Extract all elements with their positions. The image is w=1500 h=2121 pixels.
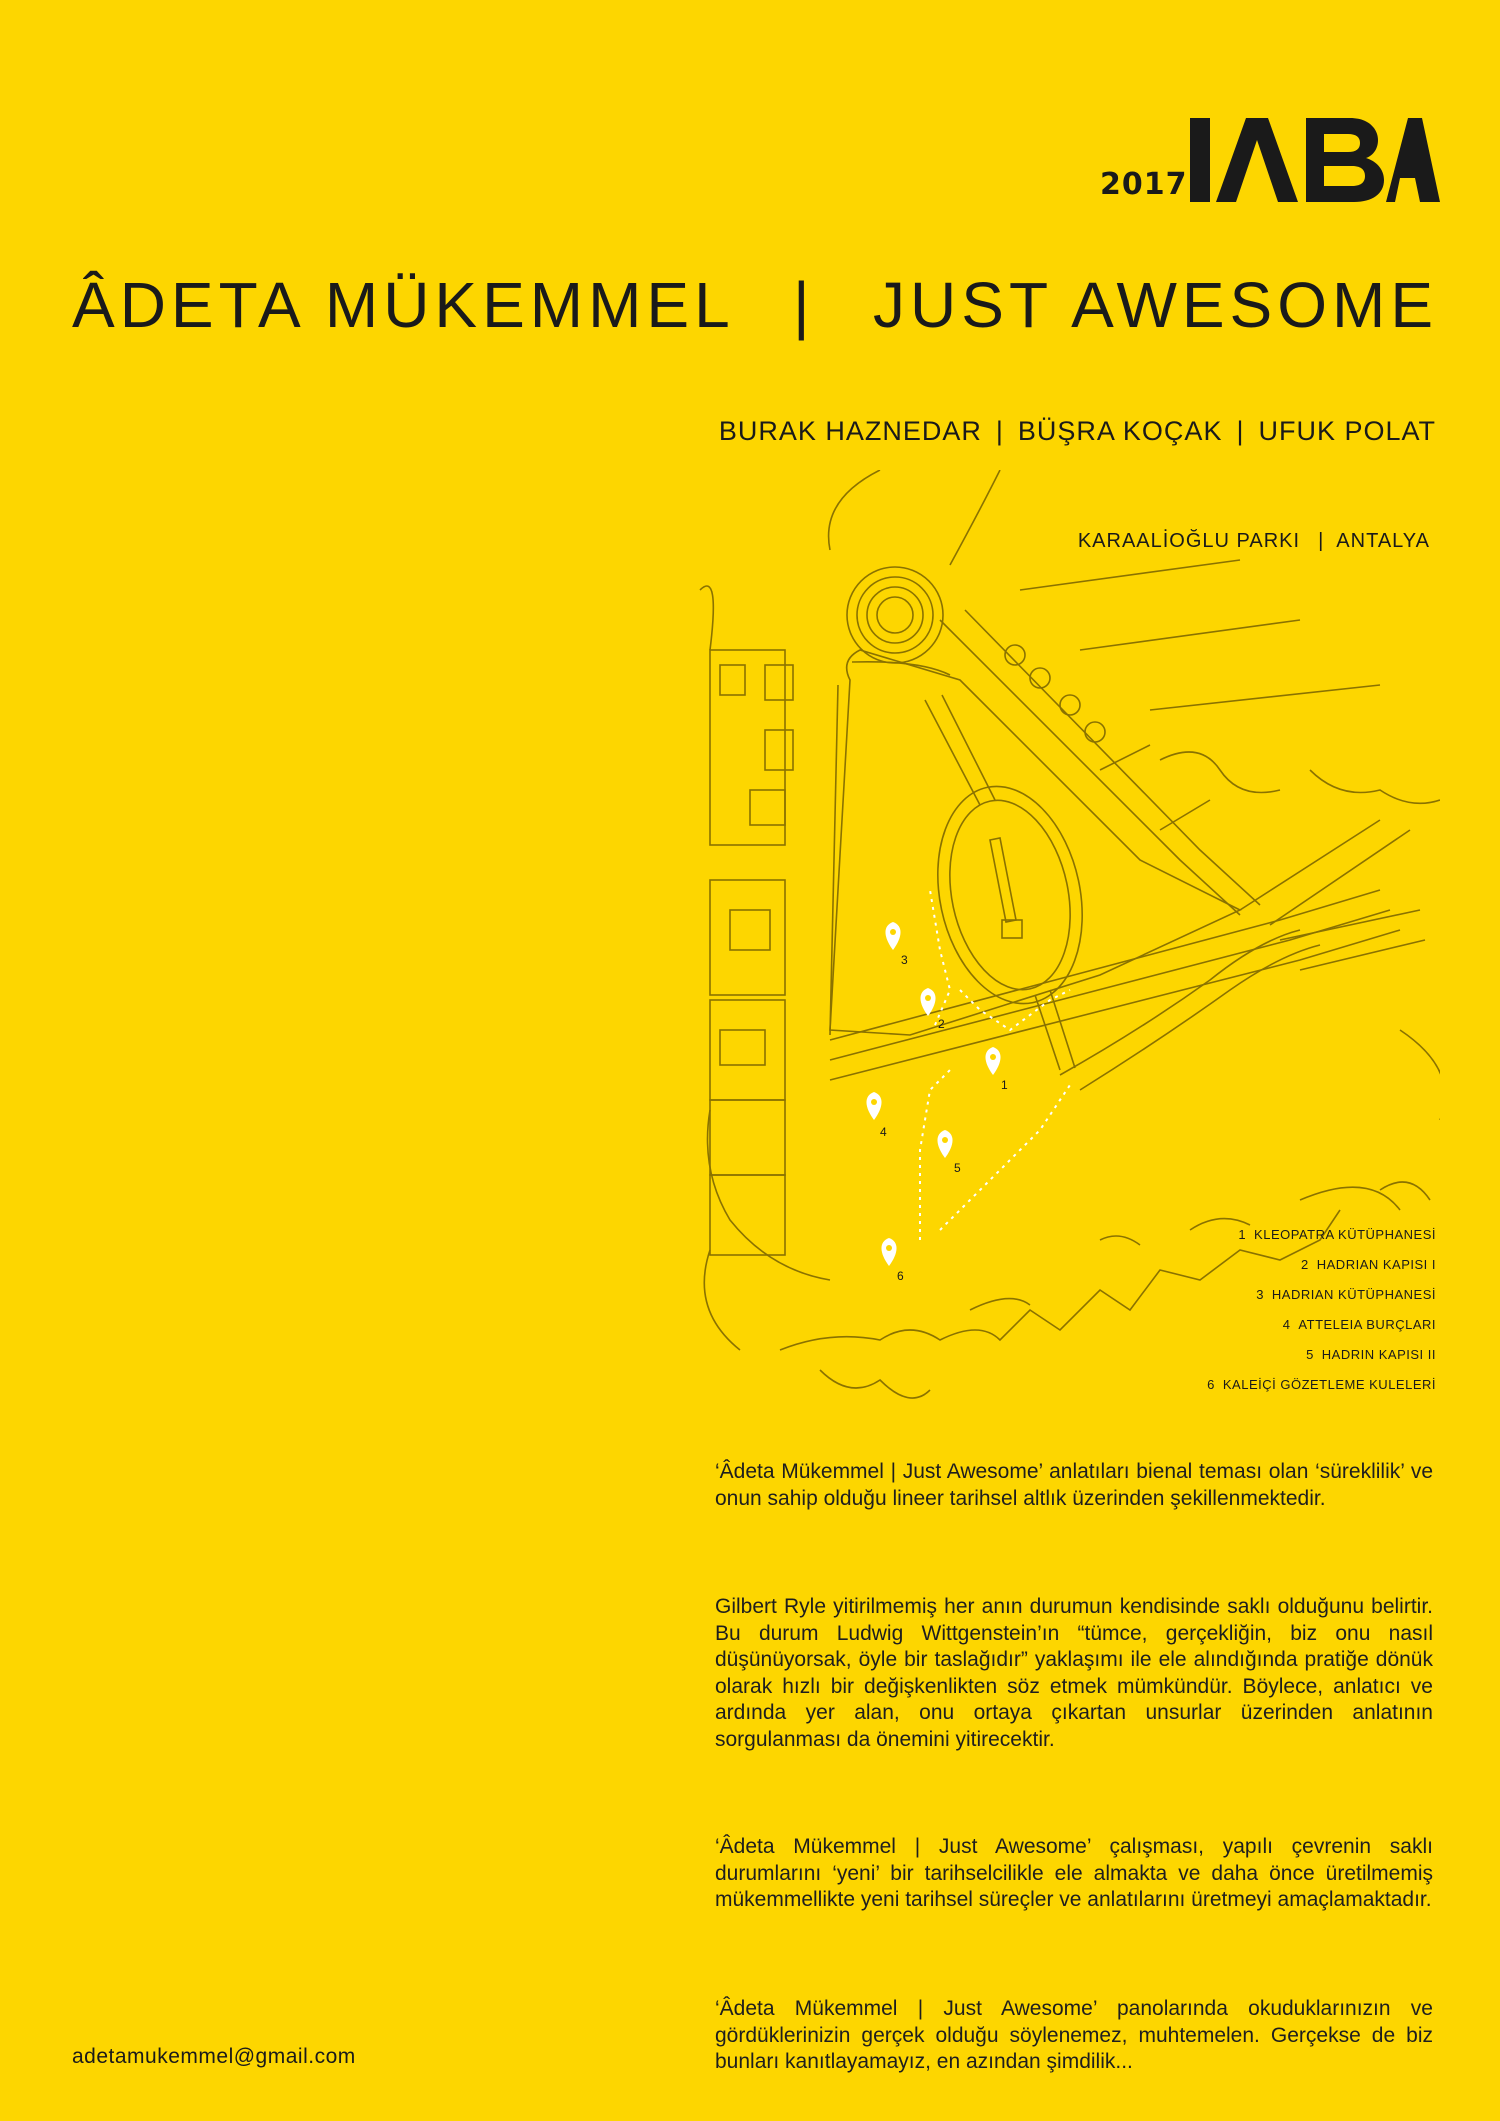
- marker-label: 4: [880, 1125, 887, 1139]
- location-marker[interactable]: [985, 1047, 1008, 1092]
- legend-label: ATTELEIA BURÇLARI: [1298, 1317, 1436, 1332]
- author-name: UFUK POLAT: [1258, 416, 1436, 446]
- marker-label: 2: [938, 1017, 945, 1031]
- title-separator: |: [793, 269, 815, 341]
- logo-year: 2017: [1100, 167, 1188, 202]
- legend-item: [1136, 1370, 1436, 1400]
- contact-email-link[interactable]: adetamukemmel@gmail.com: [72, 2045, 356, 2068]
- location-separator: |: [1318, 530, 1325, 552]
- legend-number: 2: [1301, 1257, 1309, 1272]
- author-separator: |: [1236, 416, 1245, 446]
- legend-number: 5: [1306, 1347, 1314, 1362]
- roundabout: [829, 470, 1000, 663]
- legend-label: HADRIN KAPISI II: [1321, 1347, 1436, 1362]
- park-outline: [830, 650, 1240, 1035]
- legend-number: 3: [1256, 1287, 1264, 1302]
- iaba-logo: [1100, 118, 1440, 208]
- body-paragraph: ‘Âdeta Mükemmel | Just Awesome’ anlatıları bienal teması olan ‘süreklilik’ ve onun sahip olduğu lineer tarihsel altlık üzerinden şekillenmektedir.: [715, 1460, 1433, 1510]
- author-name: BÜŞRA KOÇAK: [1017, 416, 1223, 446]
- body-paragraph: ‘Âdeta Mükemmel | Just Awesome’ çalışması, yapılı çevrenin saklı durumlarını ‘yeni’ bir tarihselcilikle ele almakta ve daha önce üretilmemiş mükemmellikte yeni tarihsel süreçler ve anlatılarını üretmeyi amaçlamaktadır.: [715, 1835, 1433, 1911]
- legend-label: HADRIAN KÜTÜPHANESİ: [1271, 1287, 1436, 1302]
- legend-label: KLEOPATRA KÜTÜPHANESİ: [1254, 1227, 1436, 1242]
- marker-label: 6: [897, 1269, 904, 1283]
- location-place: KARAALİOĞLU PARKI: [1077, 530, 1301, 552]
- logo-wordmark: [1190, 118, 1440, 202]
- marker-label: 3: [901, 953, 908, 967]
- author-list: [719, 416, 1436, 447]
- marker-label: 5: [954, 1161, 961, 1175]
- marker-label: 1: [1001, 1078, 1008, 1092]
- map-legend: [1136, 1220, 1436, 1400]
- legend-item: [1136, 1250, 1436, 1280]
- legend-label: HADRIAN KAPISI I: [1316, 1257, 1436, 1272]
- legend-number: 6: [1207, 1377, 1215, 1392]
- location-marker[interactable]: [866, 1092, 887, 1139]
- location-marker[interactable]: [937, 1130, 961, 1175]
- location-city: ANTALYA: [1336, 530, 1430, 552]
- coastal-road: [830, 820, 1410, 1090]
- body-paragraph: ‘Âdeta Mükemmel | Just Awesome’ panolarında okuduklarınızın ve gördüklerinizin gerçek olduğu söylenemez, muhtemelen. Gerçekse de biz bunları kanıtlayamayız, en azından şimdilik...: [715, 1997, 1433, 2073]
- location-marker[interactable]: [881, 1238, 904, 1283]
- title-turkish: ÂDETA MÜKEMMEL: [72, 269, 735, 341]
- legend-item: [1136, 1310, 1436, 1340]
- author-separator: |: [995, 416, 1004, 446]
- legend-item: [1136, 1220, 1436, 1250]
- city-blocks: [700, 586, 793, 1255]
- author-name: BURAK HAZNEDAR: [718, 416, 982, 446]
- legend-item: [1136, 1280, 1436, 1310]
- title-english: JUST AWESOME: [873, 269, 1438, 341]
- legend-number: 4: [1282, 1317, 1291, 1332]
- legend-item: [1136, 1340, 1436, 1370]
- location-marker[interactable]: [885, 922, 908, 967]
- legend-number: 1: [1238, 1227, 1247, 1242]
- ne-blocks: [1005, 560, 1440, 803]
- body-paragraph: Gilbert Ryle yitirilmemiş her anın durumun kendisinde saklı olduğunu belirtir. Bu durum Ludwig Wittgenstein’ın “tümce, gerçekliğin, biz onu nasıl düşünüyorsak, öyle bir taslağıdır” yaklaşımı ile ele alındığında pratiğe dönük olarak hızlı bir değişkenlikten söz etmek mümkündür. Böylece, anlatıcı ve ardında yer alan, onu ortaya çıkartan unsurlar üzerinden anlatının sorgulanması da önemini yitirecektir.: [715, 1595, 1433, 1751]
- page-title: [72, 268, 1438, 342]
- legend-label: KALEİÇİ GÖZETLEME KULELERİ: [1222, 1377, 1436, 1392]
